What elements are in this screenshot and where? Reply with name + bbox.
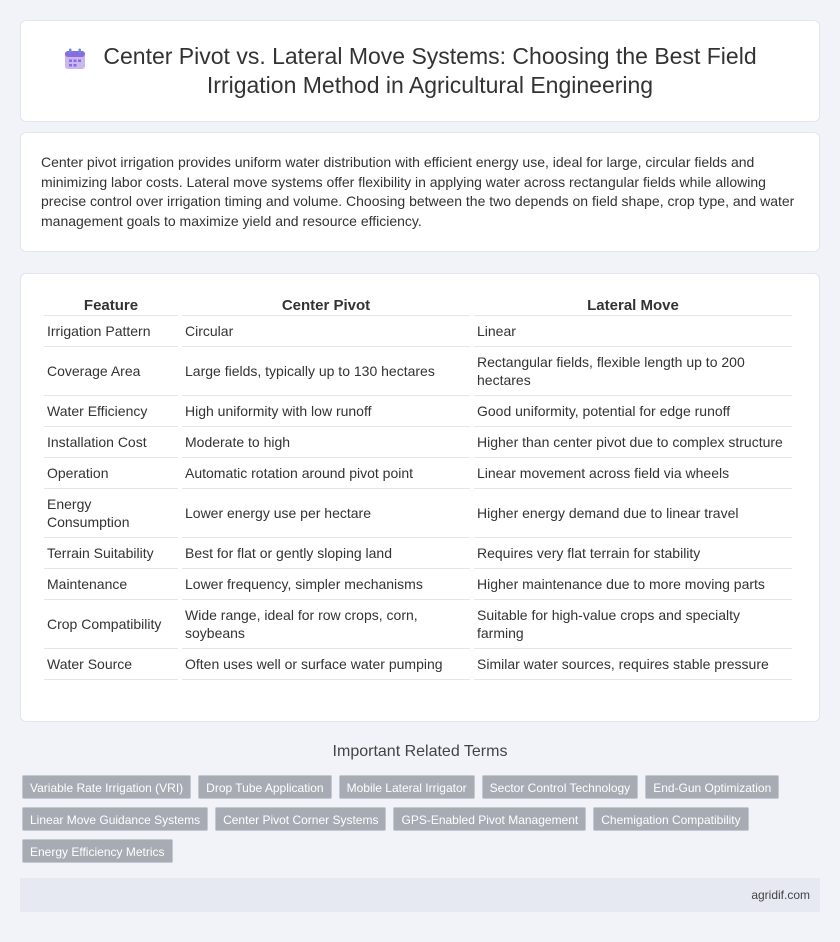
term-tag[interactable]: Mobile Lateral Irrigator [339, 775, 475, 799]
term-tag[interactable]: Center Pivot Corner Systems [215, 807, 386, 831]
table-row [44, 458, 792, 489]
table-row [44, 396, 792, 427]
table-row [44, 427, 792, 458]
center-pivot-cell: Automatic rotation around pivot point [182, 458, 470, 489]
intro-card [20, 132, 820, 252]
lateral-move-cell: Good uniformity, potential for edge runoff [474, 396, 792, 427]
table-row [44, 649, 792, 680]
center-pivot-cell: Often uses well or surface water pumping [182, 649, 470, 680]
page-title: Center Pivot vs. Lateral Move Systems: Choosing the Best Field Irrigation Method in Agricultural Engineering [103, 43, 757, 98]
center-pivot-cell: Circular [182, 316, 470, 347]
related-terms-heading: Important Related Terms [332, 743, 508, 760]
related-terms-list [22, 775, 812, 863]
footer [20, 878, 820, 912]
feature-cell: Coverage Area [44, 347, 178, 396]
intro-paragraph: Center pivot irrigation provides uniform water distribution with efficient energy use, ideal for large, circular fields and minimizing labor costs. Lateral move systems offer flexibility in applying water across rectangular fields while allowing precise control over irrigation timing and volume. Choosing between the two depends on field shape, crop type, and water management goals to maximize yield and resource efficiency. [41, 154, 795, 229]
center-pivot-cell: Lower frequency, simpler mechanisms [182, 569, 470, 600]
lateral-move-cell: Linear movement across field via wheels [474, 458, 792, 489]
lateral-move-cell: Higher energy demand due to linear travel [474, 489, 792, 538]
feature-cell: Energy Consumption [44, 489, 178, 538]
table-row [44, 600, 792, 649]
feature-cell: Terrain Suitability [44, 538, 178, 569]
feature-cell: Irrigation Pattern [44, 316, 178, 347]
term-tag[interactable]: Energy Efficiency Metrics [22, 839, 173, 863]
lateral-move-cell: Linear [474, 316, 792, 347]
feature-cell: Water Efficiency [44, 396, 178, 427]
term-tag[interactable]: Drop Tube Application [198, 775, 331, 799]
term-tag[interactable]: End-Gun Optimization [645, 775, 779, 799]
lateral-move-cell: Rectangular fields, flexible length up to 200 hectares [474, 347, 792, 396]
header-lateral-move: Lateral Move [474, 290, 792, 316]
term-tag[interactable]: Linear Move Guidance Systems [22, 807, 208, 831]
center-pivot-cell: High uniformity with low runoff [182, 396, 470, 427]
table-row [44, 569, 792, 600]
feature-cell: Maintenance [44, 569, 178, 600]
table-row [44, 347, 792, 396]
lateral-move-cell: Higher than center pivot due to complex structure [474, 427, 792, 458]
table-row [44, 538, 792, 569]
table-header-row [44, 290, 792, 316]
table-row [44, 489, 792, 538]
term-tag[interactable]: Variable Rate Irrigation (VRI) [22, 775, 191, 799]
feature-cell: Water Source [44, 649, 178, 680]
center-pivot-cell: Moderate to high [182, 427, 470, 458]
term-tag[interactable]: Chemigation Compatibility [593, 807, 748, 831]
feature-cell: Crop Compatibility [44, 600, 178, 649]
lateral-move-cell: Suitable for high-value crops and specialty farming [474, 600, 792, 649]
lateral-move-cell: Requires very flat terrain for stability [474, 538, 792, 569]
footer-site-link[interactable]: agridif.com [751, 888, 810, 902]
header-feature: Feature [44, 290, 178, 316]
center-pivot-cell: Best for flat or gently sloping land [182, 538, 470, 569]
header-center-pivot: Center Pivot [182, 290, 470, 316]
term-tag[interactable]: Sector Control Technology [482, 775, 639, 799]
title-card [20, 20, 820, 122]
term-tag[interactable]: GPS-Enabled Pivot Management [393, 807, 586, 831]
table-row [44, 316, 792, 347]
center-pivot-cell: Wide range, ideal for row crops, corn, soybeans [182, 600, 470, 649]
comparison-table-card [20, 273, 820, 722]
lateral-move-cell: Similar water sources, requires stable pressure [474, 649, 792, 680]
center-pivot-cell: Large fields, typically up to 130 hectares [182, 347, 470, 396]
center-pivot-cell: Lower energy use per hectare [182, 489, 470, 538]
feature-cell: Operation [44, 458, 178, 489]
feature-cell: Installation Cost [44, 427, 178, 458]
comparison-table [40, 290, 796, 680]
lateral-move-cell: Higher maintenance due to more moving parts [474, 569, 792, 600]
